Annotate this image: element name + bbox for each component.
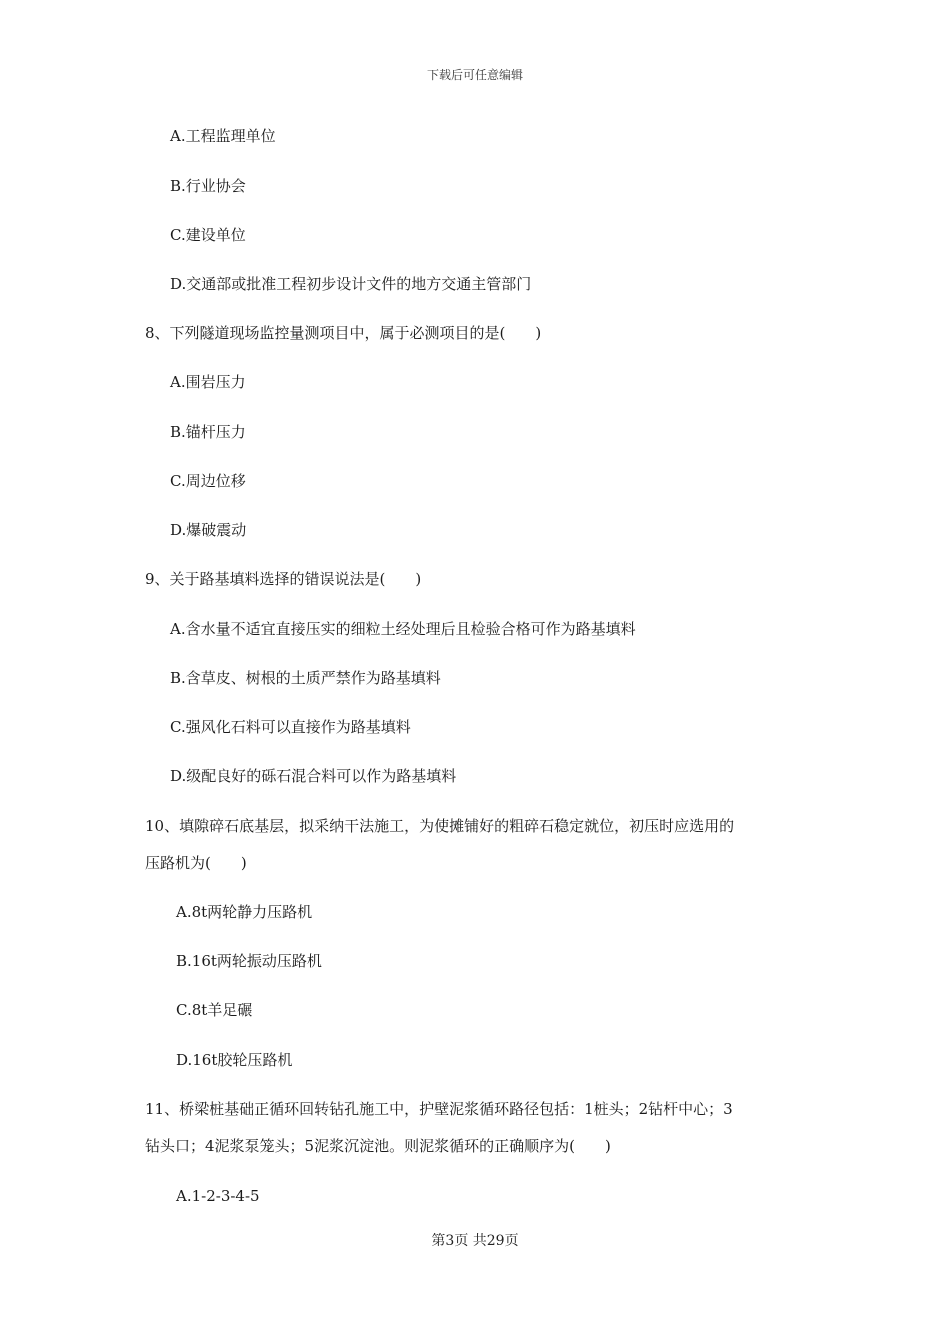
question-11-line2: 钻头口；4泥浆泵笼头；5泥浆沉淀池。则泥浆循环的正确顺序为( ) <box>145 1137 611 1155</box>
page-header: 下载后可任意编辑 <box>426 68 523 82</box>
option-8d: D.爆破震动 <box>170 521 247 539</box>
option-10d: D.16t胶轮压路机 <box>176 1051 293 1069</box>
option-9c: C.强风化石料可以直接作为路基填料 <box>170 718 411 736</box>
option-8b: B.锚杆压力 <box>170 423 246 441</box>
option-9b: B.含草皮、树根的土质严禁作为路基填料 <box>170 669 441 687</box>
option-10b: B.16t两轮振动压路机 <box>176 952 322 970</box>
option-7a: A.工程监理单位 <box>170 127 276 145</box>
question-10-line2: 压路机为( ) <box>145 854 247 872</box>
option-7d: D.交通部或批准工程初步设计文件的地方交通主管部门 <box>170 275 532 293</box>
page-footer: 第3页 共29页 <box>431 1233 519 1249</box>
option-8c: C.周边位移 <box>170 472 246 490</box>
question-11-line1: 11、桥梁桩基础正循环回转钻孔施工中，护壁泥浆循环路径包括：1桩头；2钻杆中心；3 <box>145 1100 733 1118</box>
question-8: 8、下列隧道现场监控量测项目中，属于必测项目的是( ) <box>145 324 542 342</box>
question-10-line1: 10、填隙碎石底基层，拟采纳干法施工，为使摊铺好的粗碎石稳定就位，初压时应选用的 <box>145 817 735 835</box>
option-11a: A.1-2-3-4-5 <box>176 1187 260 1205</box>
option-7c: C.建设单位 <box>170 226 246 244</box>
question-9: 9、关于路基填料选择的错误说法是( ) <box>145 570 422 588</box>
option-10a: A.8t两轮静力压路机 <box>176 903 313 921</box>
option-10c: C.8t羊足碾 <box>176 1001 253 1019</box>
option-9a: A.含水量不适宜直接压实的细粒土经处理后且检验合格可作为路基填料 <box>170 620 636 638</box>
option-7b: B.行业协会 <box>170 177 246 195</box>
option-8a: A.围岩压力 <box>170 373 246 391</box>
option-9d: D.级配良好的砾石混合料可以作为路基填料 <box>170 767 457 785</box>
